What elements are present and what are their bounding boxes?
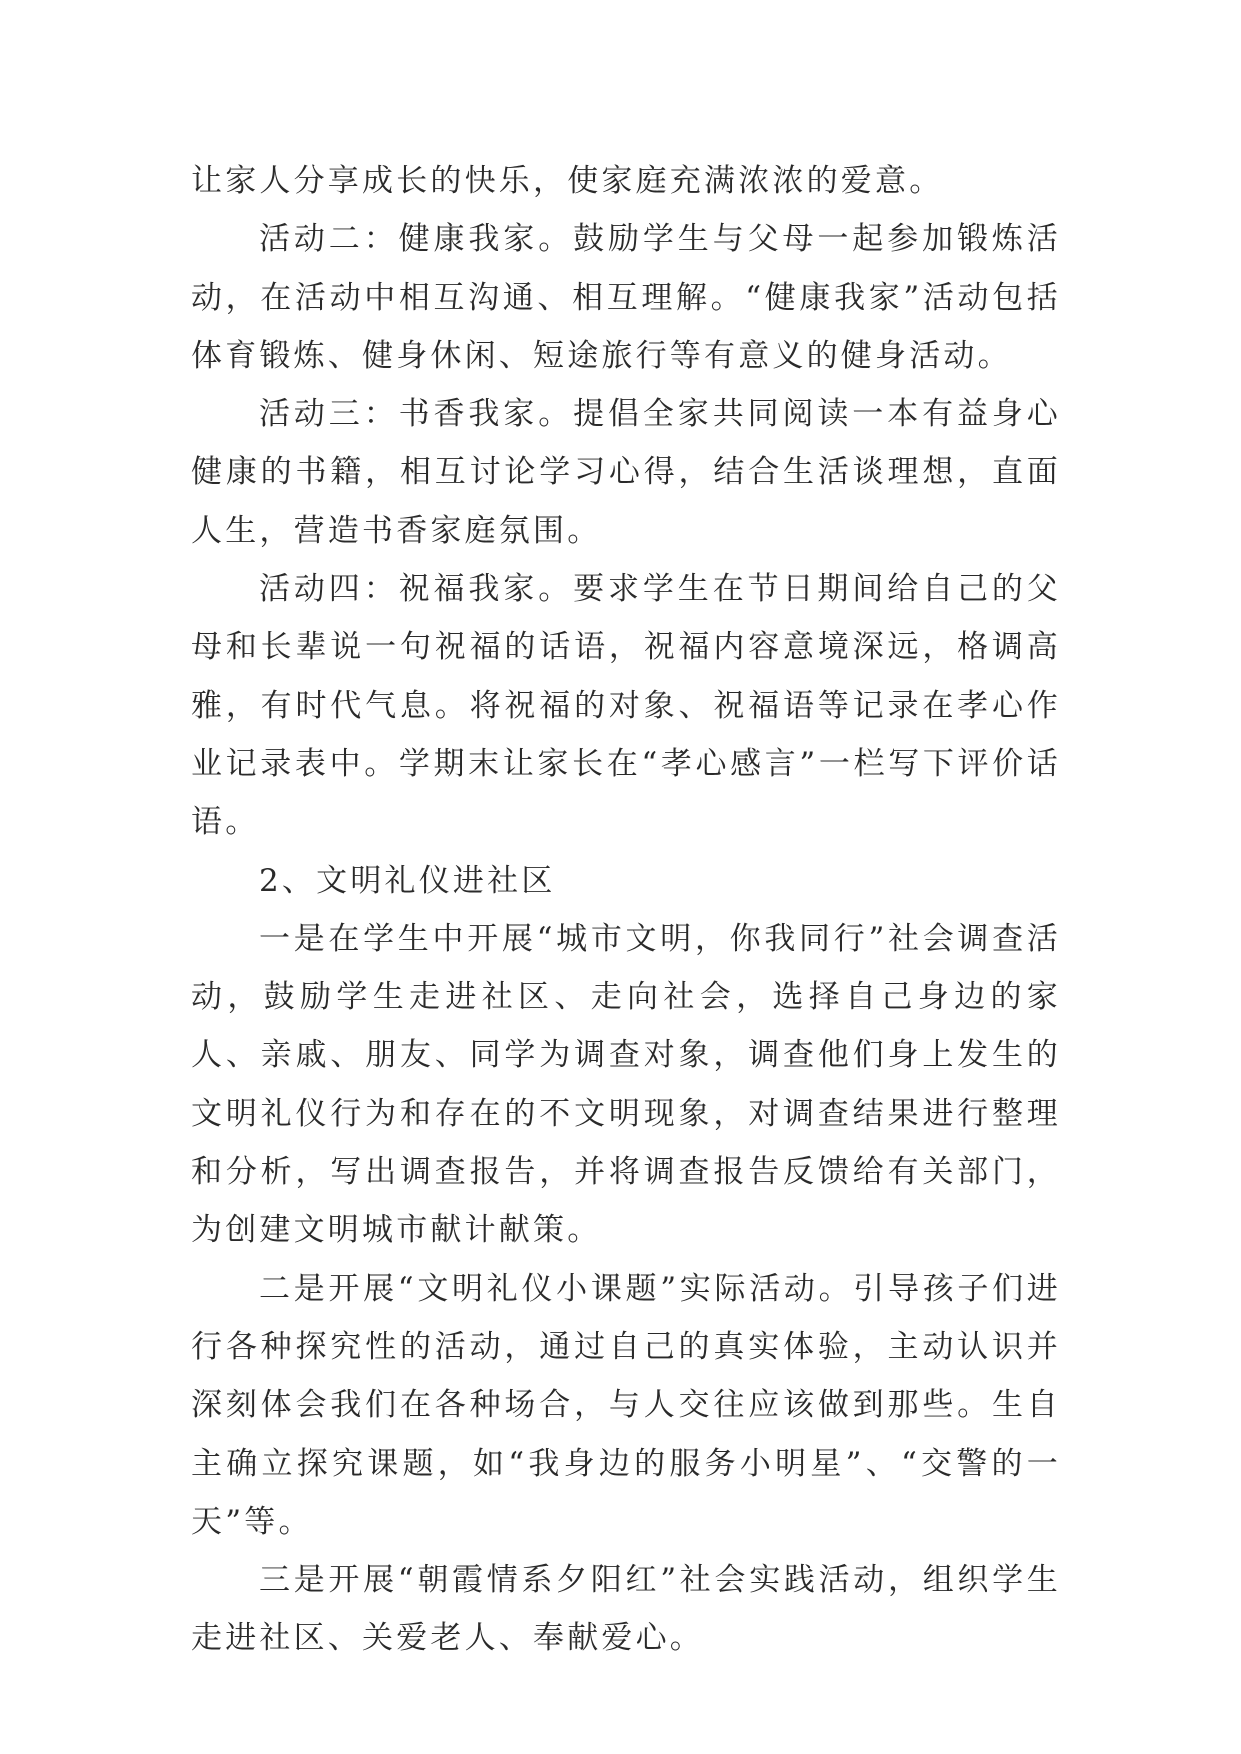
paragraph-item-three: 三是开展“朝霞情系夕阳红”社会实践活动，组织学生走进社区、关爱老人、奉献爱心。 xyxy=(191,1562,1061,1657)
paragraph-activity-two: 活动二：健康我家。鼓励学生与父母一起参加锻炼活动，在活动中相互沟通、相互理解。“健康我家”活动包括体育锻炼、健身休闲、短途旅行等有意义的健身活动。 xyxy=(191,221,1061,374)
paragraph-activity-four: 活动四：祝福我家。要求学生在节日期间给自己的父母和长辈说一句祝福的话语，祝福内容意境深远，格调高雅，有时代气息。将祝福的对象、祝福语等记录在孝心作业记录表中。学期末让家长在“孝心感言”一栏写下评价话语。 xyxy=(191,571,1061,841)
section-heading: 2、文明礼仪进社区 xyxy=(259,862,556,899)
paragraph-activity-three: 活动三：书香我家。提倡全家共同阅读一本有益身心健康的书籍，相互讨论学习心得，结合生活谈理想，直面人生，营造书香家庭氛围。 xyxy=(191,396,1061,549)
paragraph-item-two: 二是开展“文明礼仪小课题”实际活动。引导孩子们进行各种探究性的活动，通过自己的真实体验，主动认识并深刻体会我们在各种场合，与人交往应该做到那些。生自主确立探究课题，如“我身边的服务小明星”、“交警的一天”等。 xyxy=(191,1270,1061,1540)
paragraph-item-one: 一是在学生中开展“城市文明，你我同行”社会调查活动，鼓励学生走进社区、走向社会，选择自己身边的家人、亲戚、朋友、同学为调查对象，调查他们身上发生的文明礼仪行为和存在的不文明现象，对调查结果进行整理和分析，写出调查报告，并将调查报告反馈给有关部门，为创建文明城市献计献策。 xyxy=(191,920,1061,1249)
paragraph-continuation: 让家人分享成长的快乐，使家庭充满浓浓的爱意。 xyxy=(191,163,944,199)
document-body xyxy=(191,152,1061,1668)
